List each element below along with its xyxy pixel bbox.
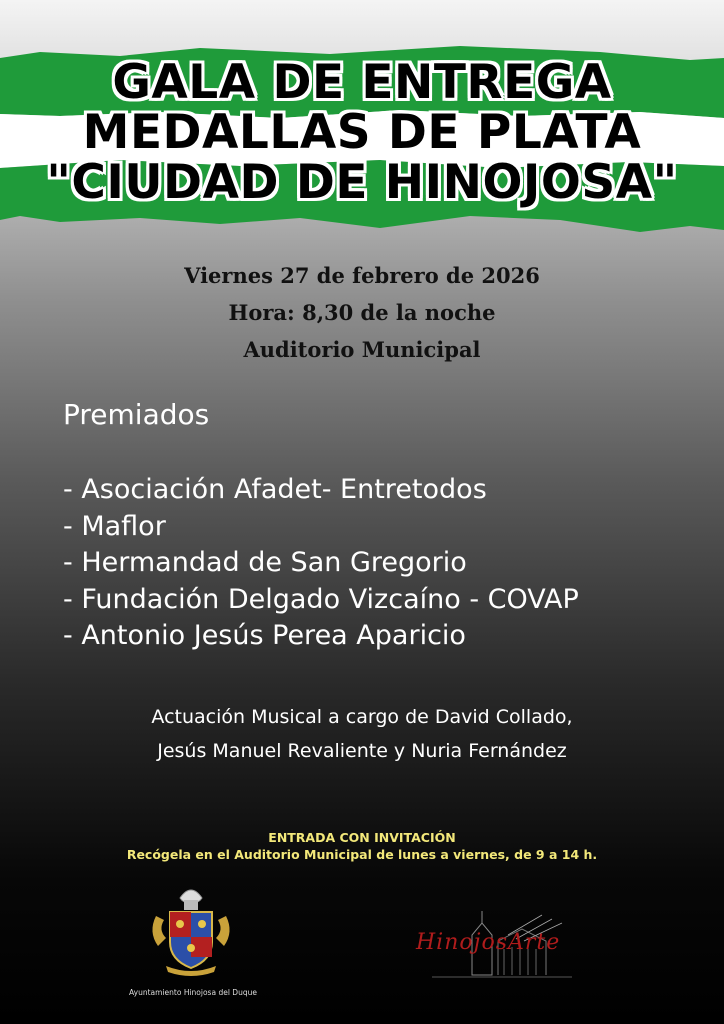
crest-caption: Ayuntamiento Hinojosa del Duque: [129, 988, 257, 997]
awardee-item: - Asociación Afadet- Entretodos: [63, 474, 487, 505]
event-date: Viernes 27 de febrero de 2026: [184, 263, 540, 288]
event-venue: Auditorio Municipal: [243, 337, 481, 362]
entry-title: ENTRADA CON INVITACIÓN: [268, 830, 456, 845]
musical-performance: [0, 700, 724, 768]
entry-details: Recógela en el Auditorio Municipal de lunes a viernes, de 9 a 14 h.: [126, 847, 598, 862]
title-line-1: GALA DE ENTREGA: [112, 55, 612, 110]
awardee-item: - Hermandad de San Gregorio: [63, 547, 467, 578]
title-line-2: MEDALLAS DE PLATA: [82, 105, 642, 160]
music-line-2: Jesús Manuel Revaliente y Nuria Fernández: [157, 740, 567, 762]
entry-info: [0, 829, 724, 863]
awardees-list: [63, 472, 579, 655]
title-line-3: "CIUDAD DE HINOJOSA": [46, 155, 678, 210]
event-title: [0, 55, 724, 210]
awardee-item: - Fundación Delgado Vizcaíno - COVAP: [63, 583, 579, 615]
event-details: [0, 257, 724, 368]
coat-of-arms-icon: [148, 880, 234, 985]
music-line-1: Actuación Musical a cargo de David Collado,: [151, 706, 573, 728]
hinojosarte-logo-text: HinojosArte: [416, 930, 561, 955]
awardee-item: - Antonio Jesús Perea Aparicio: [63, 620, 466, 651]
awardees-heading: Premiados: [63, 398, 210, 431]
event-time: Hora: 8,30 de la noche: [228, 300, 496, 325]
awardee-item: - Maflor: [63, 510, 166, 542]
